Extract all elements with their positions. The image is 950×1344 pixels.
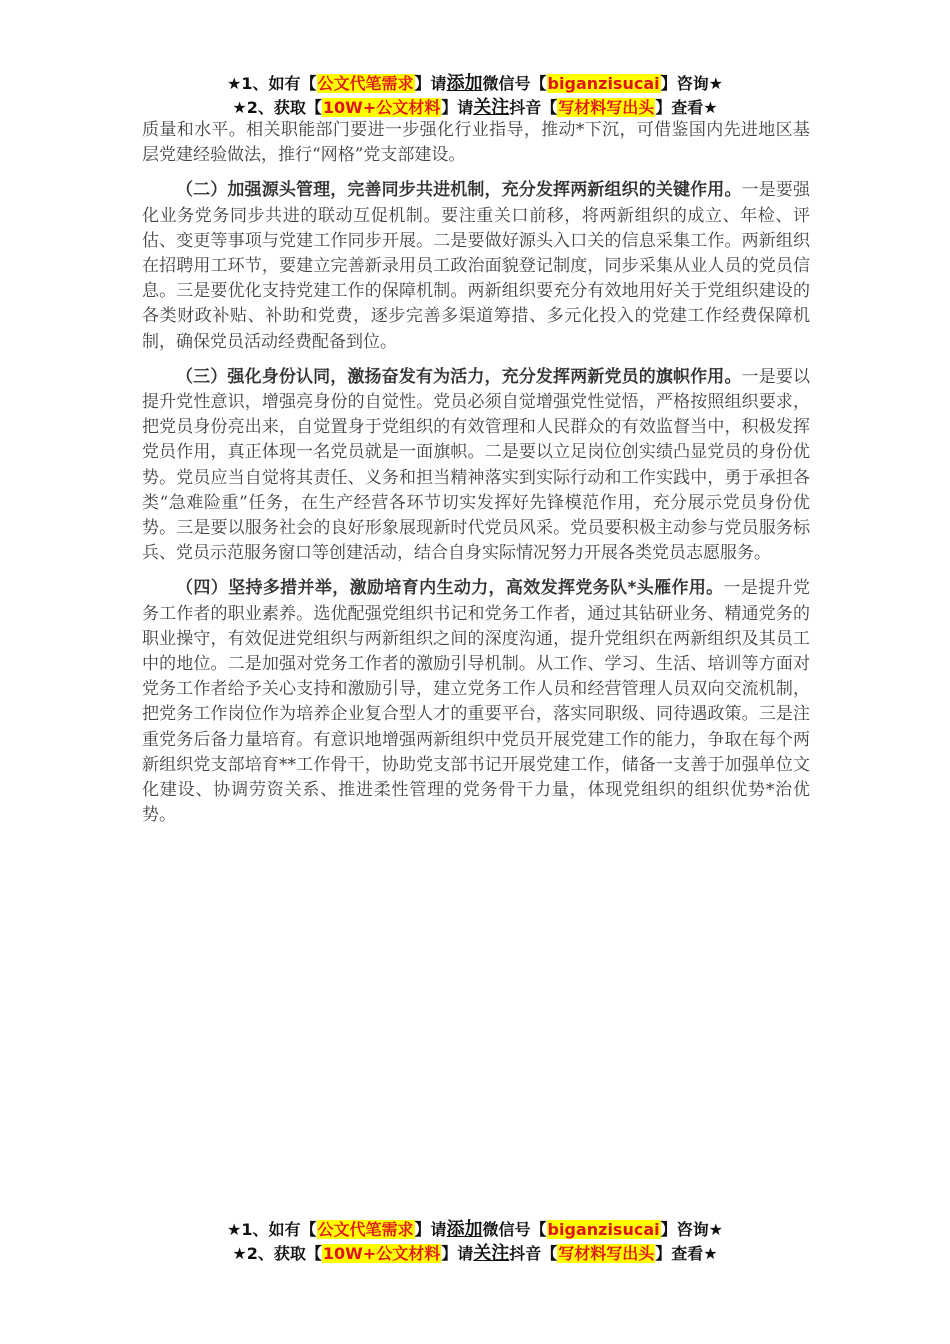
banner-text: 】请	[441, 98, 474, 117]
section-heading-2: （二）加强源头管理，完善同步共进机制，充分发挥两新组织的关键作用。	[176, 180, 742, 201]
paragraph-3-body: 一是提升党务工作者的职业素养。选优配强党组织书记和党务工作者，通过其钻研业务、精通党务的职业操守，有效促进党组织与两新组织之间的深度沟通，提升党组织在两新组织及其员工中的地位。二是加强对党务工作者的激励引导机制。从工作、学习、生活、培训等方面对党务工作者给予关心支持和激励引导，建立党务工作人员和经营管理人员双向交流机制，把党务工作岗位作为培养企业复合型人才的重要平台，落实同职级、同待遇政策。三是注重党务后备力量培育。有意识地增强两新组织中党员开展党建工作的能力，争取在每个两新组织党支部培育**工作骨干，协助党支部书记开展党建工作，储备一支善于加强单位文化建设、协调劳资关系、推进柔性管理的党务骨干力量，体现党组织的组织优势*治优势。	[142, 578, 811, 826]
banner-text: ★1、如有【	[227, 1220, 317, 1239]
banner-text: 】请	[414, 74, 447, 93]
section-heading-4: （四）坚持多措并举，激励培育内生动力，高效发挥党务队*头雁作用。	[176, 578, 724, 599]
banner-text: 】请	[414, 1220, 447, 1239]
banner-text: 微信号【	[482, 1220, 547, 1239]
paragraph-1-body: 一是要强化业务党务同步共进的联动互促机制。要注重关口前移，将两新组织的成立、年检、评估、变更等事项与党建工作同步开展。二是要做好源头入口关的信息采集工作。两新组织在招聘用工环节，要建立完善新录用员工政治面貌登记制度，同步采集从业人员的党员信息。三是要优化支持党建工作的保障机制。两新组织要充分有效地用好关于党组织建设的各类财政补贴、补助和党费，逐步完善多渠道筹措、多元化投入的党建工作经费保障机制，确保党员活动经费配备到位。	[142, 180, 811, 352]
paragraph-1	[142, 178, 810, 354]
banner-text: 】请	[441, 1244, 474, 1263]
banner-text: 】查看★	[655, 98, 718, 117]
banner-text: 】咨询★	[660, 1220, 723, 1239]
banner-highlight: 10W+公文材料	[322, 98, 441, 117]
wechat-id-highlight: biganzisucai	[547, 74, 660, 93]
banner-text: 抖音【	[509, 98, 558, 117]
document-body	[142, 118, 810, 838]
wechat-id-highlight: biganzisucai	[547, 1220, 660, 1239]
banner-text: 微信号【	[482, 74, 547, 93]
banner-highlight: 公文代笔需求	[317, 1220, 414, 1239]
paragraph-3	[142, 576, 810, 828]
banner-text: 抖音【	[509, 1244, 558, 1263]
banner-underline: 添加	[446, 1219, 483, 1240]
section-heading-3: （三）强化身份认同，激扬奋发有为活力，充分发挥两新党员的旗帜作用。	[176, 366, 742, 387]
paragraph-0: 质量和水平。相关职能部门要进一步强化行业指导，推动*下沉，可借鉴国内先进地区基层党建经验做法，推行“网格”党支部建设。	[142, 120, 810, 166]
paragraph-2	[142, 365, 810, 567]
banner-text: ★2、获取【	[232, 98, 322, 117]
douyin-highlight: 写材料写出头	[558, 1244, 655, 1263]
banner-text: 】咨询★	[660, 74, 723, 93]
banner-text: 】查看★	[655, 1244, 718, 1263]
banner-line-1	[0, 72, 950, 96]
banner-underline: 关注	[473, 1243, 510, 1264]
banner-underline: 添加	[446, 73, 483, 94]
banner-line-2	[0, 96, 950, 120]
banner-text: ★2、获取【	[232, 1244, 322, 1263]
banner-line-1	[0, 1218, 950, 1242]
banner-highlight: 公文代笔需求	[317, 74, 414, 93]
bottom-banner	[0, 1218, 950, 1266]
top-banner	[0, 72, 950, 120]
douyin-highlight: 写材料写出头	[558, 98, 655, 117]
banner-underline: 关注	[473, 97, 510, 118]
banner-line-2	[0, 1242, 950, 1266]
paragraph-2-body: 一是要以提升党性意识，增强亮身份的自觉性。党员必须自觉增强党性觉悟，严格按照组织要求，把党员身份亮出来，自觉置身于党组织的有效管理和人民群众的有效监督当中，积极发挥党员作用，真正体现一名党员就是一面旗帜。二是要以立足岗位创实绩凸显党员的身份优势。党员应当自觉将其责任、义务和担当精神落实到实际行动和工作实践中，勇于承担各类“急难险重”任务，在生产经营各环节切实发挥好先锋模范作用，充分展示党员身份优势。三是要以服务社会的良好形象展现新时代党员风采。党员要积极主动参与党员服务标兵、党员示范服务窗口等创建活动，结合自身实际情况努力开展各类党员志愿服务。	[142, 366, 811, 564]
banner-highlight: 10W+公文材料	[322, 1244, 441, 1263]
banner-text: ★1、如有【	[227, 74, 317, 93]
